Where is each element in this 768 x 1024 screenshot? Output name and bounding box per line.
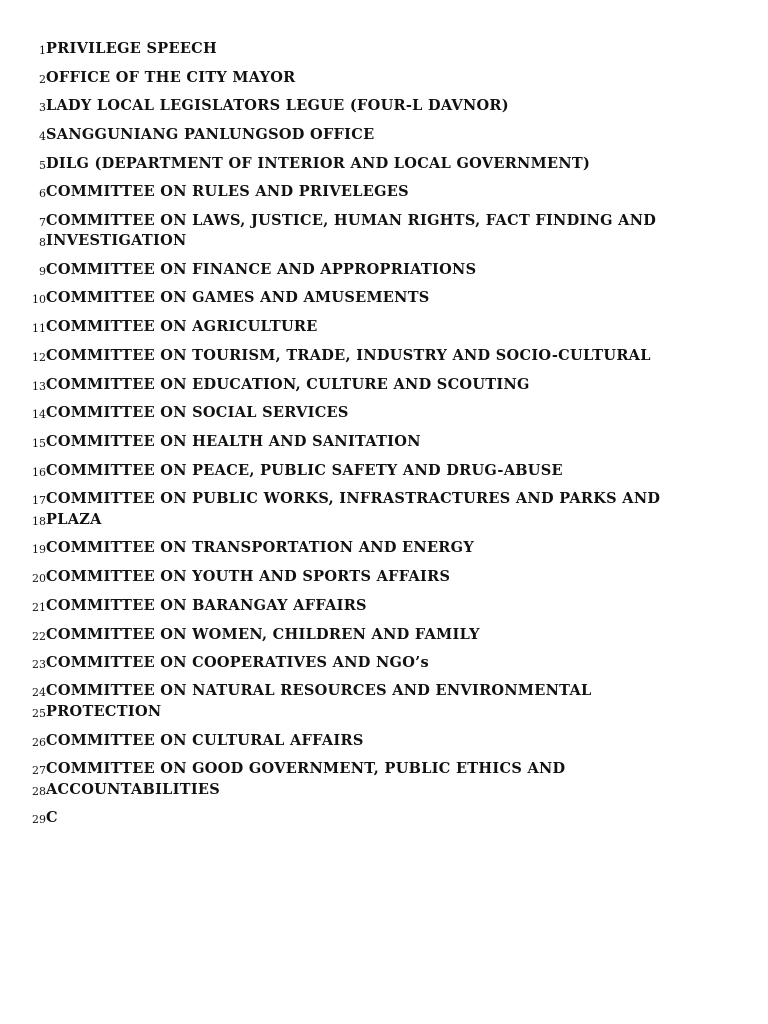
- line-number: 16: [32, 466, 46, 479]
- line-item: [0, 568, 768, 588]
- line-text: COMMITTEE ON SOCIAL SERVICES: [46, 404, 349, 421]
- line-text: COMMITTEE ON NATURAL RESOURCES AND ENVIRONMENTAL: [46, 682, 592, 699]
- line-item: [0, 539, 768, 559]
- line-number: 5: [39, 159, 46, 172]
- line-item: [0, 289, 768, 309]
- line-text: COMMITTEE ON WOMEN, CHILDREN AND FAMILY: [46, 626, 480, 643]
- line-item: [0, 781, 768, 801]
- line-text: PRIVILEGE SPEECH: [46, 40, 218, 57]
- line-text: OFFICE OF THE CITY MAYOR: [46, 69, 296, 86]
- line-text: ACCOUNTABILITIES: [46, 781, 221, 798]
- line-item: [0, 40, 768, 60]
- line-item: [0, 69, 768, 89]
- line-number: 6: [39, 187, 46, 200]
- line-item: [0, 462, 768, 482]
- line-text: COMMITTEE ON AGRICULTURE: [46, 318, 318, 335]
- line-item: [0, 490, 768, 510]
- line-number: 8: [39, 236, 46, 249]
- line-item: [0, 809, 768, 829]
- line-item: [0, 682, 768, 702]
- line-item: [0, 404, 768, 424]
- line-text: COMMITTEE ON FINANCE AND APPROPRIATIONS: [46, 261, 477, 278]
- line-number: 3: [39, 101, 46, 114]
- line-number: 12: [32, 351, 46, 364]
- line-item: [0, 760, 768, 780]
- line-number: 25: [32, 707, 46, 720]
- line-item: [0, 212, 768, 232]
- line-text: LADY LOCAL LEGISLATORS LEGUE (FOUR-L DAVNOR): [46, 97, 509, 114]
- line-number: 24: [32, 686, 46, 699]
- line-item: [0, 261, 768, 281]
- line-text: COMMITTEE ON COOPERATIVES AND NGO’s: [46, 654, 429, 671]
- line-text: COMMITTEE ON TRANSPORTATION AND ENERGY: [46, 539, 474, 556]
- line-number: 9: [39, 265, 46, 278]
- line-text: COMMITTEE ON EDUCATION, CULTURE AND SCOUTING: [46, 376, 530, 393]
- line-text: COMMITTEE ON RULES AND PRIVELEGES: [46, 183, 409, 200]
- line-number: 27: [32, 764, 46, 777]
- line-item: [0, 347, 768, 367]
- line-item: [0, 376, 768, 396]
- line-item: [0, 232, 768, 252]
- line-item: [0, 626, 768, 646]
- line-number: 21: [32, 601, 46, 614]
- line-text: INVESTIGATION: [46, 232, 187, 249]
- line-item: [0, 597, 768, 617]
- line-text: COMMITTEE ON GAMES AND AMUSEMENTS: [46, 289, 430, 306]
- line-text: C: [46, 809, 58, 826]
- line-item: [0, 433, 768, 453]
- line-number: 23: [32, 658, 46, 671]
- line-number: 18: [32, 515, 46, 528]
- line-number: 17: [32, 494, 46, 507]
- line-item: [0, 732, 768, 752]
- line-item: [0, 155, 768, 175]
- line-text: COMMITTEE ON YOUTH AND SPORTS AFFAIRS: [46, 568, 451, 585]
- line-text: PROTECTION: [46, 703, 162, 720]
- line-number: 20: [32, 572, 46, 585]
- line-item: [0, 703, 768, 723]
- line-number: 29: [32, 813, 46, 826]
- line-item: [0, 511, 768, 531]
- line-text: SANGGUNIANG PANLUNGSOD OFFICE: [46, 126, 375, 143]
- line-number: 28: [32, 785, 46, 798]
- line-text: COMMITTEE ON HEALTH AND SANITATION: [46, 433, 421, 450]
- line-number: 15: [32, 437, 46, 450]
- line-number: 14: [32, 408, 46, 421]
- line-text: COMMITTEE ON PUBLIC WORKS, INFRASTRACTURES AND PARKS AND: [46, 490, 661, 507]
- line-number: 26: [32, 736, 46, 749]
- line-number: 2: [39, 73, 46, 86]
- line-item: [0, 97, 768, 117]
- line-number: 19: [32, 543, 46, 556]
- line-item: [0, 318, 768, 338]
- line-text: DILG (DEPARTMENT OF INTERIOR AND LOCAL GOVERNMENT): [46, 155, 591, 172]
- line-text: COMMITTEE ON LAWS, JUSTICE, HUMAN RIGHTS, FACT FINDING AND: [46, 212, 657, 229]
- line-number: 13: [32, 380, 46, 393]
- line-text: COMMITTEE ON BARANGAY AFFAIRS: [46, 597, 367, 614]
- line-item: [0, 654, 768, 674]
- line-text: COMMITTEE ON PEACE, PUBLIC SAFETY AND DRUG-ABUSE: [46, 462, 563, 479]
- line-number: 22: [32, 630, 46, 643]
- line-number: 11: [32, 322, 46, 335]
- line-number: 10: [32, 293, 46, 306]
- line-number: 7: [39, 216, 46, 229]
- line-text: COMMITTEE ON TOURISM, TRADE, INDUSTRY AND SOCIO-CULTURAL: [46, 347, 651, 364]
- line-item: [0, 126, 768, 146]
- line-text: COMMITTEE ON CULTURAL AFFAIRS: [46, 732, 364, 749]
- line-number: 4: [39, 130, 46, 143]
- line-item: [0, 183, 768, 203]
- line-number: 1: [39, 44, 46, 57]
- line-text: PLAZA: [46, 511, 102, 528]
- line-text: COMMITTEE ON GOOD GOVERNMENT, PUBLIC ETHICS AND: [46, 760, 566, 777]
